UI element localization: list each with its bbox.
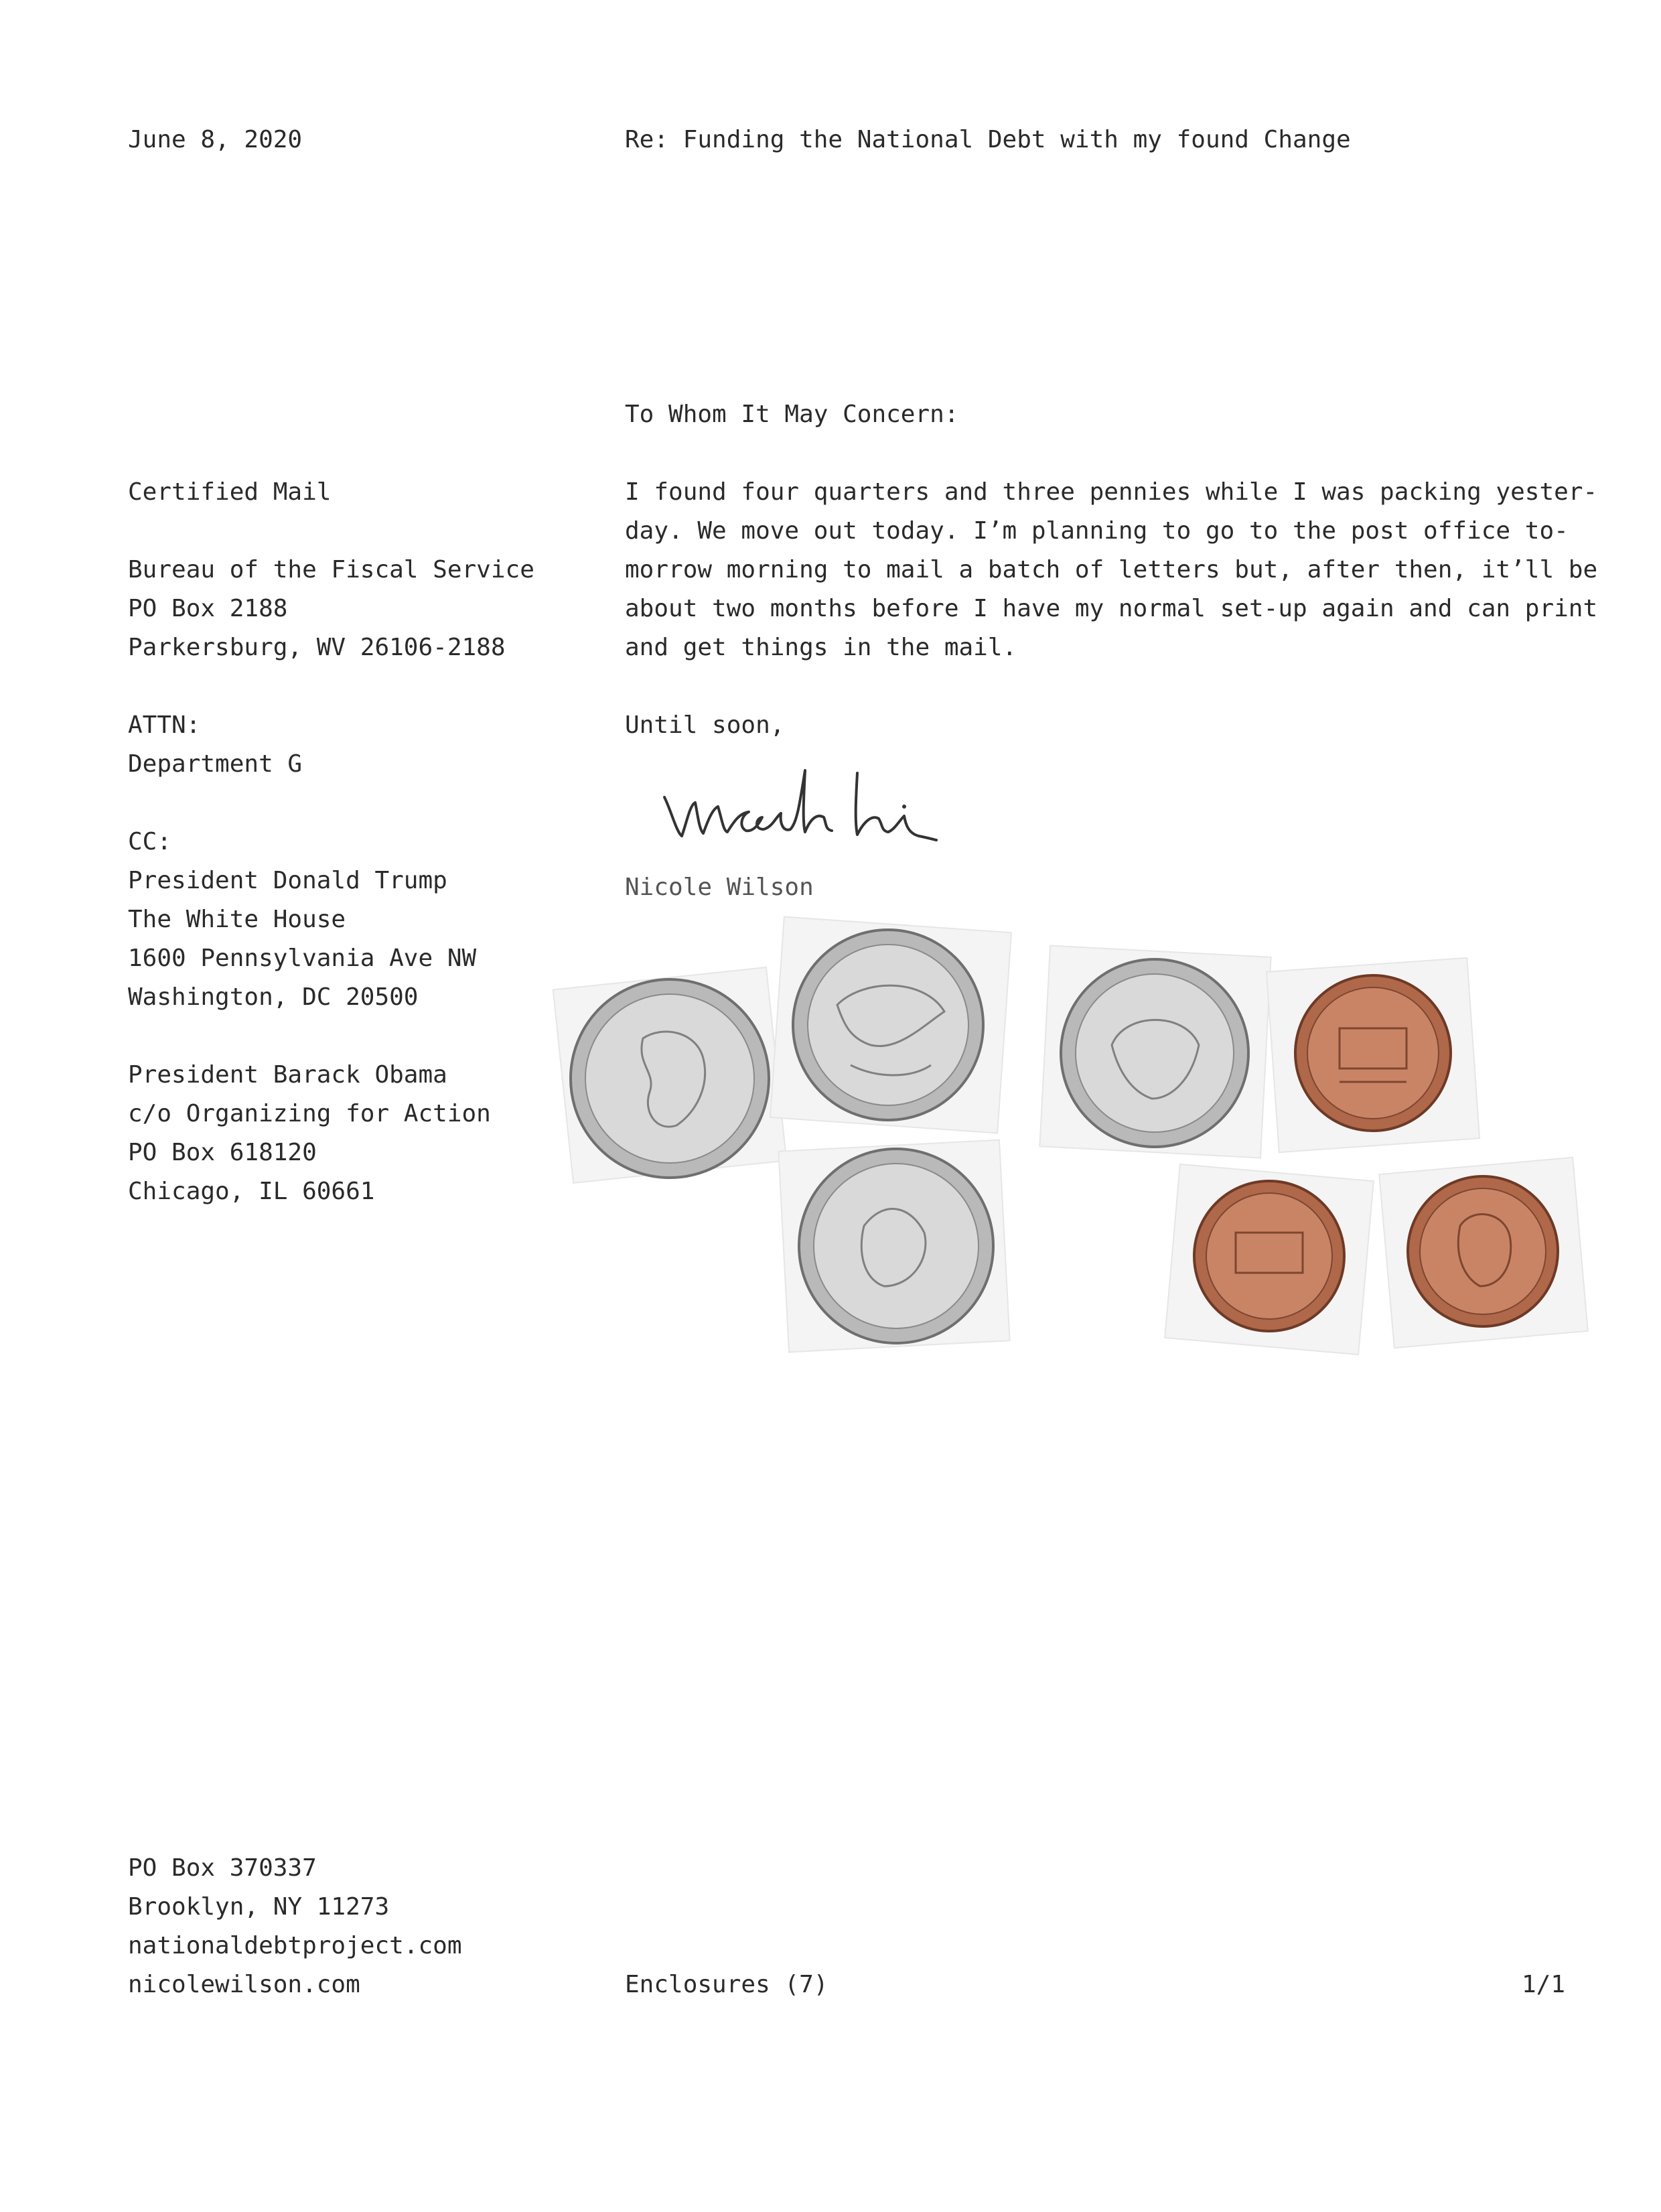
salutation: To Whom It May Concern: <box>625 401 959 428</box>
body-line: morrow morning to mail a batch of letters but, after then, it’ll be <box>625 556 1598 583</box>
delivery-method: Certified Mail <box>128 478 332 506</box>
cc-trump-street: 1600 Pennsylvania Ave NW <box>128 945 477 972</box>
return-city: Brooklyn, NY 11273 <box>128 1893 390 1921</box>
quarter-coin <box>770 917 1011 1133</box>
penny-coin <box>1267 958 1479 1152</box>
website-link[interactable]: nationaldebtproject.com <box>128 1932 462 1959</box>
sender-name: Nicole Wilson <box>625 874 814 901</box>
body-line: and get things in the mail. <box>625 634 1017 661</box>
body-line: about two months before I have my normal set-up again and can print <box>625 595 1598 622</box>
quarter-coin <box>778 1140 1009 1353</box>
bureau-city: Parkersburg, WV 26106-2188 <box>128 634 506 661</box>
return-address <box>128 1849 462 2004</box>
enclosed-coins <box>549 911 1594 1367</box>
return-po-box: PO Box 370337 <box>128 1854 317 1882</box>
closing: Until soon, <box>625 711 785 739</box>
letter-date: June 8, 2020 <box>128 126 303 153</box>
attn-department: Department G <box>128 750 303 778</box>
cc-trump-name: President Donald Trump <box>128 867 447 894</box>
handwritten-signature <box>656 757 978 851</box>
bureau-po-box: PO Box 2188 <box>128 595 288 622</box>
cc-trump-org: The White House <box>128 906 346 933</box>
body-line: I found four quarters and three pennies while I was packing yester- <box>625 478 1598 506</box>
body-line: day. We move out today. I’m planning to go to the post office to- <box>625 517 1569 545</box>
bureau-name: Bureau of the Fiscal Service <box>128 556 534 583</box>
enclosures-label: Enclosures (7) <box>625 1971 828 1998</box>
quarter-coin <box>1039 946 1271 1158</box>
cc-obama-org: c/o Organizing for Action <box>128 1100 491 1127</box>
cc-trump-city: Washington, DC 20500 <box>128 983 419 1011</box>
cc-label: CC: <box>128 828 172 855</box>
penny-coin <box>1165 1164 1374 1355</box>
quarter-coin <box>553 967 787 1183</box>
letter-subject: Re: Funding the National Debt with my found Change <box>625 126 1351 153</box>
website-link[interactable]: nicolewilson.com <box>128 1971 360 1998</box>
letter-body <box>625 473 1597 745</box>
attn-label: ATTN: <box>128 711 201 739</box>
recipient-block <box>128 473 534 1211</box>
page-number: 1/1 <box>1522 1971 1566 1998</box>
penny-coin <box>1379 1158 1588 1348</box>
cc-obama-po-box: PO Box 618120 <box>128 1139 317 1166</box>
cc-obama-name: President Barack Obama <box>128 1061 447 1089</box>
cc-obama-city: Chicago, IL 60661 <box>128 1178 375 1205</box>
